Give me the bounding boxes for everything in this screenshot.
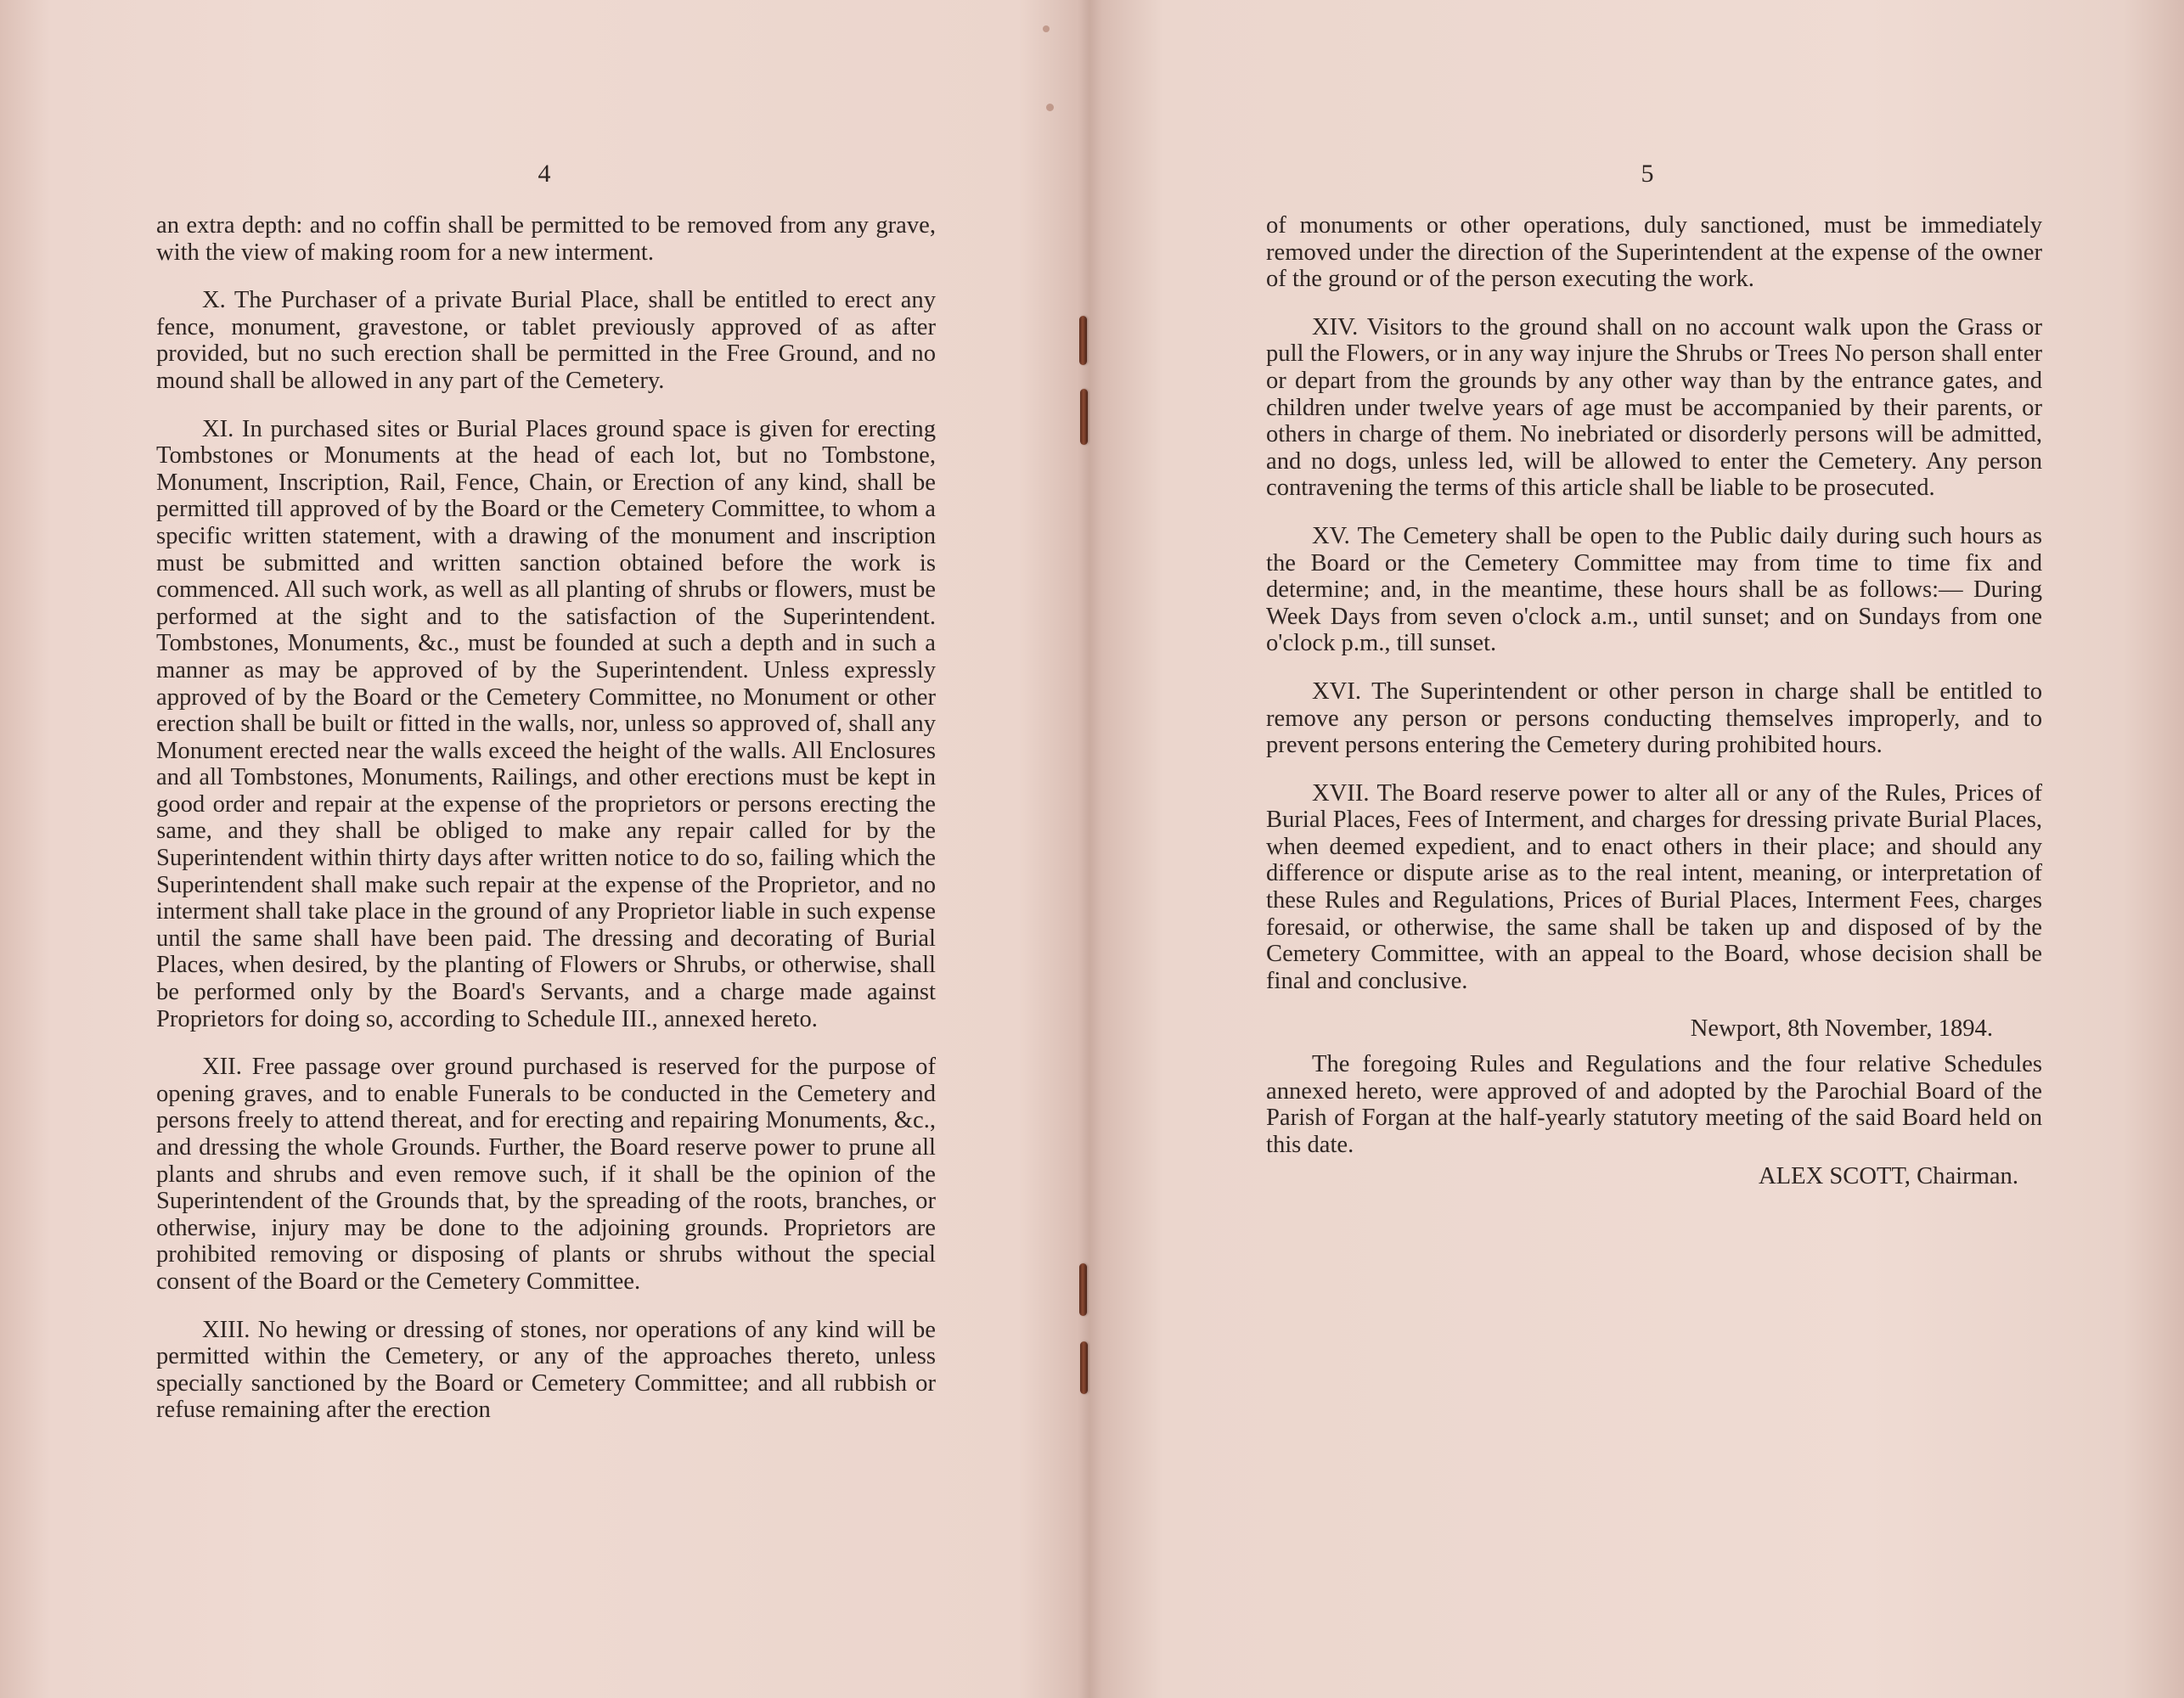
rule-xii: XII. Free passage over ground purchased is reserved for the purpose of opening graves, and to enable Funerals to be conducted in the Cemetery and persons freely to attend thereat, and for erecting and repairing Monuments, &c., and dressing the whole Grounds. Further, the Board reserve power to prune all plants and shrubs and even remove such, if it shall be the opinion of the Superintendent of the Grounds that, by the spreading of the roots, branches, or otherwise, injury may be done to the adjoining grounds. Proprietors are prohibited removing or disposing of plants or shrubs without the special consent of the Board or the Cemetery Committee. (156, 1054, 936, 1295)
rule-xi: XI. In purchased sites or Burial Places ground space is given for erecting Tombstones or Monuments at the head of each lot, but no Tombstone, Monument, Inscription, Rail, Fence, Chain, or Erection of any kind, shall be permitted till approved of by the Board or the Cemetery Committee, to whom a specific written statement, with a drawing of the monument and inscription must be submitted and written sanction obtained before the work is commenced. All such work, as well as all planting of shrubs or flowers, must be performed at the sight and to the satisfaction of the Superintendent. Tombstones, Monuments, &c., must be founded at such a depth and in such a manner as may be approved of by the Superintendent. Unless expressly approved of by the Board or the Cemetery Committee, no Monument or other erection shall be built or fitted in the walls, nor, unless so approved of, shall any Monument erected near the walls exceed the height of the walls. All Enclosures and all Tombstones, Monuments, Railings, and other erections must be kept in good order and repair at the expense of the proprietors or persons erecting the same, and they shall be obliged to make any repair called for by the Superintendent within thirty days after written notice to do so, failing which the Superintendent shall make such repair at the expense of the Proprietor, and no interment shall take place in the ground of any Proprietor liable in such expense until the same shall have been paid. The dressing and decorating of Burial Places, when desired, by the planting of Flowers or Shrubs, or otherwise, shall be performed only by the Board's Servants, and a charge made against Proprietors for doing so, according to Schedule III., annexed hereto. (156, 415, 936, 1032)
rule-continuation: an extra depth: and no coffin shall be permitted to be removed from any grave, with the view of making room for a new interment. (156, 212, 936, 266)
approval-statement: The foregoing Rules and Regulations and the four relative Schedules annexed hereto, were approved of and adopted by the Parochial Board of the Parish of Forgan at the half-yearly statutory meeting of the said Board held on this date. (1266, 1051, 2042, 1158)
page-number-left: 4 (538, 160, 551, 188)
rule-xv: XV. The Cemetery shall be open to the Public daily during such hours as the Board or the Cemetery Committee may from time to time fix and determine; and, in the meantime, these hours shall be as follows:— During Week Days from seven o'clock a.m., until sunset; and on Sundays from one o'clock p.m., till sunset. (1266, 522, 2042, 657)
rule-xiii-continuation: of monuments or other operations, duly sanctioned, must be immediately removed under the direction of the Superintendent at the expense of the owner of the ground or of the person executing the work. (1266, 212, 2042, 293)
left-page (0, 0, 1091, 1698)
right-page-text (1266, 212, 2042, 1190)
dateline: Newport, 8th November, 1894. (1690, 1015, 1993, 1043)
right-page (1091, 0, 2184, 1698)
left-page-text (156, 212, 936, 1445)
rule-x: X. The Purchaser of a private Burial Place, shall be entitled to erect any fence, monument, gravestone, or tablet previously approved of as after provided, but no such erection shall be permitted in the Free Ground, and no mound shall be allowed in any part of the Cemetery. (156, 287, 936, 394)
rule-xvi: XVI. The Superintendent or other person in charge shall be entitled to remove any person or persons conducting themselves improperly, and to prevent persons entering the Cemetery during prohibited hours. (1266, 678, 2042, 759)
rule-xvii: XVII. The Board reserve power to alter all or any of the Rules, Prices of Burial Places, Fees of Interment, and charges for dressing private Burial Places, when deemed expedient, and to enact others in their place; and should any difference or dispute arise as to the real intent, meaning, or interpretation of these Rules and Regulations, Prices of Burial Places, Interment Fees, charges foresaid, or otherwise, the same shall be taken up and disposed of by the Cemetery Committee, with an appeal to the Board, whose decision shall be final and conclusive. (1266, 779, 2042, 994)
page-number-right: 5 (1641, 160, 1654, 188)
rule-xiv: XIV. Visitors to the ground shall on no account walk upon the Grass or pull the Flowers, or in any way injure the Shrubs or Trees No person shall enter or depart from the grounds by any other way than by the entrance gates, and children under twelve years of age must be accompanied by their parents, or others in charge of them. No inebriated or disorderly persons will be admitted, and no dogs, unless led, will be allowed to enter the Cemetery. Any person contravening the terms of this article shall be liable to be prosecuted. (1266, 313, 2042, 502)
rule-xiii: XIII. No hewing or dressing of stones, nor operations of any kind will be permitted within the Cemetery, or any of the approaches thereto, unless specially sanctioned by the Board or Cemetery Committee; and all rubbish or refuse remaining after the erection (156, 1316, 936, 1424)
chairman-signature: ALEX SCOTT, Chairman. (1758, 1163, 2018, 1190)
